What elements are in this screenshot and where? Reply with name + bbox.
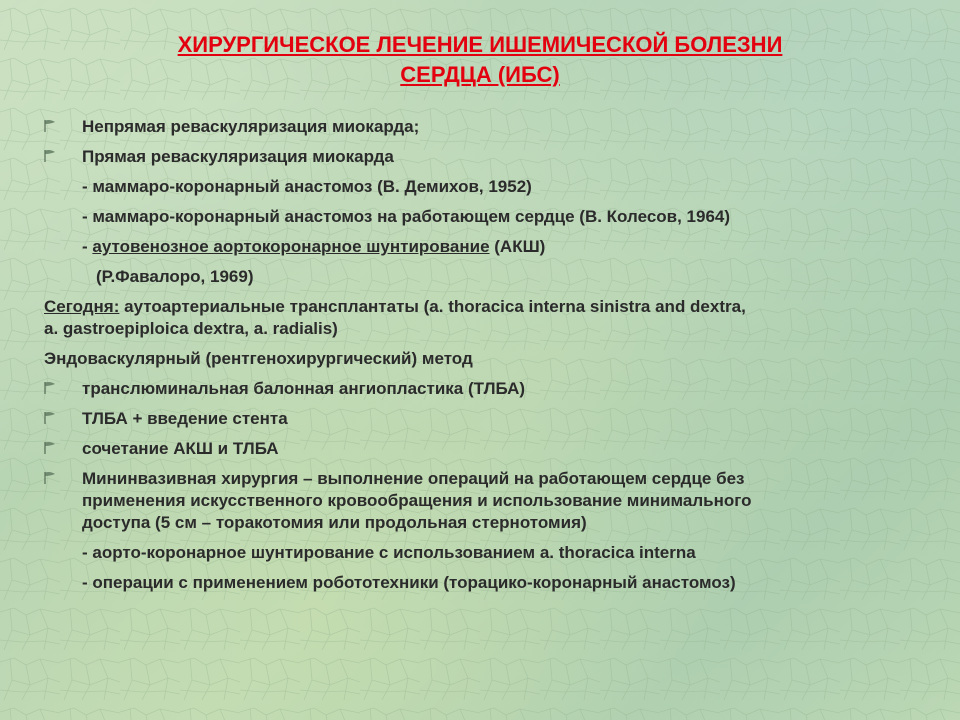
list-subitem (44, 236, 934, 258)
favaloro-reference: (Р.Фавалоро, 1969) (96, 267, 254, 286)
aksh-prefix: - (82, 237, 93, 256)
endovascular-method: Эндоваскулярный (рентгенохирургический) метод (44, 349, 473, 368)
mammaro-coronary-kolesov: - маммаро-коронарный анастомоз на работающем сердце (В. Колесов, 1964) (82, 207, 731, 226)
tlba-stent-item: ТЛБА + введение стента (82, 409, 288, 428)
list-item-continued (44, 512, 934, 534)
minimally-invasive-line-1: Мининвазивная хирургия – выполнение операций на работающем сердце без (82, 469, 745, 488)
flag-bullet-icon (44, 149, 56, 163)
list-subitem (44, 572, 934, 594)
list-item-continued (44, 490, 934, 512)
today-label: Сегодня: (44, 297, 120, 316)
list-item (44, 468, 934, 490)
tlba-item: транслюминальная балонная ангиопластика (ТЛБА) (82, 379, 526, 398)
list-subitem (44, 206, 934, 228)
aksh-tlba-combo-item: сочетание АКШ и ТЛБА (82, 439, 279, 458)
robotic-surgery: - операции с применением робототехники (торацико-коронарный анастомоз) (82, 573, 736, 592)
list-item (44, 116, 934, 138)
today-block (44, 296, 934, 318)
slide-content (44, 116, 934, 602)
endovascular-heading (44, 348, 934, 370)
minimally-invasive-line-2: применения искусственного кровообращения и использование минимального (82, 491, 752, 510)
list-subitem (44, 542, 934, 564)
flag-bullet-icon (44, 441, 56, 455)
list-item (44, 378, 934, 400)
title-line-1: ХИРУРГИЧЕСКОЕ ЛЕЧЕНИЕ ИШЕМИЧЕСКОЙ БОЛЕЗНИ (177, 32, 783, 57)
today-block-continued (44, 318, 934, 340)
title-line-2: СЕРДЦА (ИБС) (400, 62, 560, 87)
list-subitem (44, 266, 934, 288)
direct-revascularization: Прямая реваскуляризация миокарда (82, 147, 394, 166)
minimally-invasive-line-3: доступа (5 см – торакотомия или продольная стернотомия) (82, 513, 587, 532)
slide-title (0, 30, 960, 90)
flag-bullet-icon (44, 411, 56, 425)
today-text: аутоартериальные трансплантаты (a. thoracica interna sinistra and dextra, (119, 297, 746, 316)
aorto-coronary-bypass: - аорто-коронарное шунтирование с использованием a. thoracica interna (82, 543, 696, 562)
mammaro-coronary-demikhov: - маммаро-коронарный анастомоз (В. Демихов, 1952) (82, 177, 532, 196)
list-item (44, 438, 934, 460)
flag-bullet-icon (44, 119, 56, 133)
aksh-suffix: (АКШ) (489, 237, 546, 256)
list-item (44, 146, 934, 168)
flag-bullet-icon (44, 381, 56, 395)
list-item (44, 408, 934, 430)
today-text-2: a. gastroepiploica dextra, a. radialis) (44, 319, 338, 338)
aksh-link[interactable]: аутовенозное аортокоронарное шунтирование (92, 237, 490, 256)
flag-bullet-icon (44, 471, 56, 485)
list-subitem (44, 176, 934, 198)
indirect-revascularization: Непрямая реваскуляризация миокарда; (82, 117, 420, 136)
